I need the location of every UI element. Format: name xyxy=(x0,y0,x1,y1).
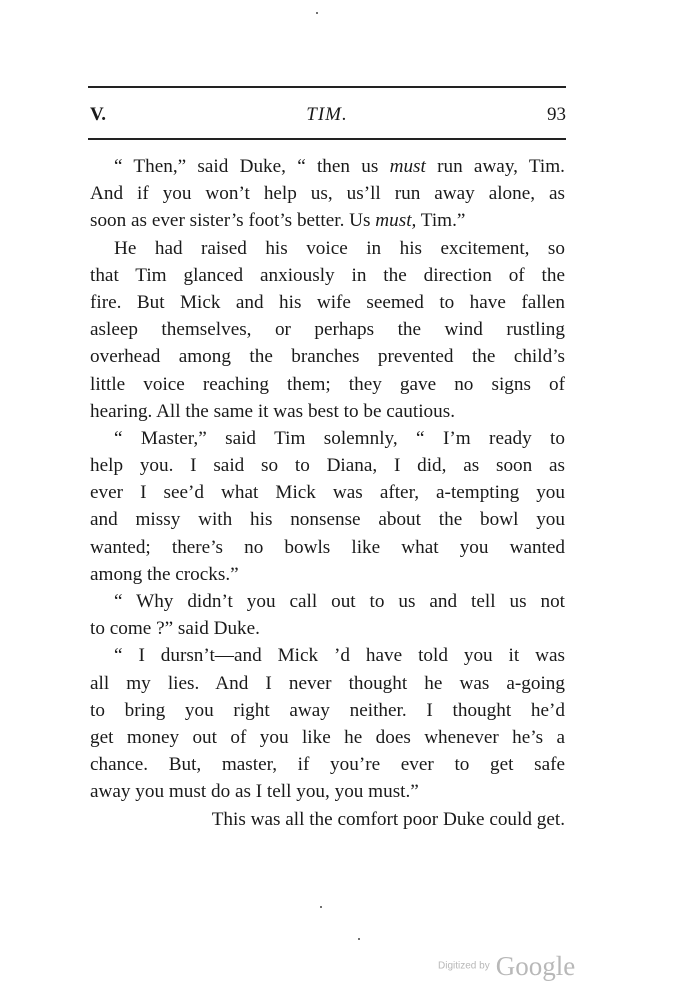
text-line xyxy=(90,670,565,697)
text-segment: fire. But Mick and his wife seemed to have fallen xyxy=(90,291,565,313)
text-line xyxy=(90,615,565,642)
page-speck xyxy=(316,12,318,14)
emphasis-text: must, xyxy=(375,210,417,232)
text-line xyxy=(90,751,565,778)
text-line xyxy=(90,262,565,289)
emphasis-text: must xyxy=(389,156,426,177)
text-segment: to bring you right away neither. I thought he’d xyxy=(90,699,565,721)
text-line xyxy=(90,588,565,615)
text-line xyxy=(90,778,565,805)
text-segment: little voice reaching them; they gave no signs of xyxy=(90,373,565,395)
google-logo: Google xyxy=(495,951,576,982)
text-line xyxy=(90,343,565,370)
text-line xyxy=(90,561,565,588)
text-line xyxy=(90,398,565,425)
page-number: 93 xyxy=(547,104,566,125)
text-segment: help you. I said so to Diana, I did, as soon as xyxy=(90,455,565,477)
text-segment: He had raised his voice in his excitement, so xyxy=(114,237,565,259)
text-segment: And if you won’t help us, us’ll run away alone, as xyxy=(90,183,565,205)
text-line xyxy=(90,452,565,479)
text-line xyxy=(90,506,565,533)
header-rule-bottom xyxy=(88,138,566,140)
text-segment: This was all the comfort poor Duke could get. xyxy=(211,808,565,830)
text-segment: all my lies. And I never thought he was a-going xyxy=(90,672,565,694)
chapter-number: V. xyxy=(90,104,107,125)
text-line xyxy=(90,642,565,669)
running-title: TIM. xyxy=(306,104,348,125)
text-line xyxy=(90,724,565,751)
text-line xyxy=(90,425,565,452)
text-segment: “ I dursn’t—and Mick ’d have told you it was xyxy=(114,645,565,667)
page-speck xyxy=(320,906,322,908)
header-rule-top xyxy=(88,86,566,88)
page-speck xyxy=(358,938,360,940)
text-line xyxy=(90,153,565,180)
text-segment: that Tim glanced anxiously in the direction of the xyxy=(90,264,565,286)
text-segment: away you must do as I tell you, you must.” xyxy=(90,781,419,803)
text-segment: wanted; there’s no bowls like what you wanted xyxy=(90,536,565,558)
text-line xyxy=(90,316,565,343)
text-line xyxy=(90,235,565,262)
text-line xyxy=(90,180,565,207)
text-segment: ever I see’d what Mick was after, a-tempting you xyxy=(90,482,565,504)
text-segment: among the crocks.” xyxy=(90,563,239,585)
text-segment: to come ?” said Duke. xyxy=(90,618,260,640)
text-line xyxy=(90,806,565,833)
text-line xyxy=(90,207,565,234)
text-segment: get money out of you like he does whenever he’s a xyxy=(90,726,565,748)
digitized-watermark xyxy=(438,948,575,984)
text-line xyxy=(90,371,565,398)
text-segment: soon as ever sister’s foot’s better. Us xyxy=(90,210,376,232)
text-segment: hearing. All the same it was best to be cautious. xyxy=(90,400,456,422)
text-segment: Tim.” xyxy=(416,210,466,232)
text-line xyxy=(90,534,565,561)
text-segment: chance. But, master, if you’re ever to get safe xyxy=(90,754,565,776)
running-head xyxy=(88,100,566,130)
text-line xyxy=(90,289,565,316)
digitized-by-label: Digitized by xyxy=(438,960,490,972)
text-line xyxy=(90,479,565,506)
text-segment: “ Why didn’t you call out to us and tell us not xyxy=(114,591,565,612)
text-segment: overhead among the branches prevented the child’s xyxy=(90,346,565,368)
body-text xyxy=(90,153,565,833)
text-segment: run away, Tim. xyxy=(425,156,565,177)
text-segment: “ Then,” said Duke, “ then us xyxy=(114,156,390,177)
text-line xyxy=(90,697,565,724)
text-segment: and missy with his nonsense about the bowl you xyxy=(90,509,565,531)
text-segment: “ Master,” said Tim solemnly, “ I’m ready to xyxy=(114,427,565,449)
text-segment: asleep themselves, or perhaps the wind rustling xyxy=(90,319,565,341)
